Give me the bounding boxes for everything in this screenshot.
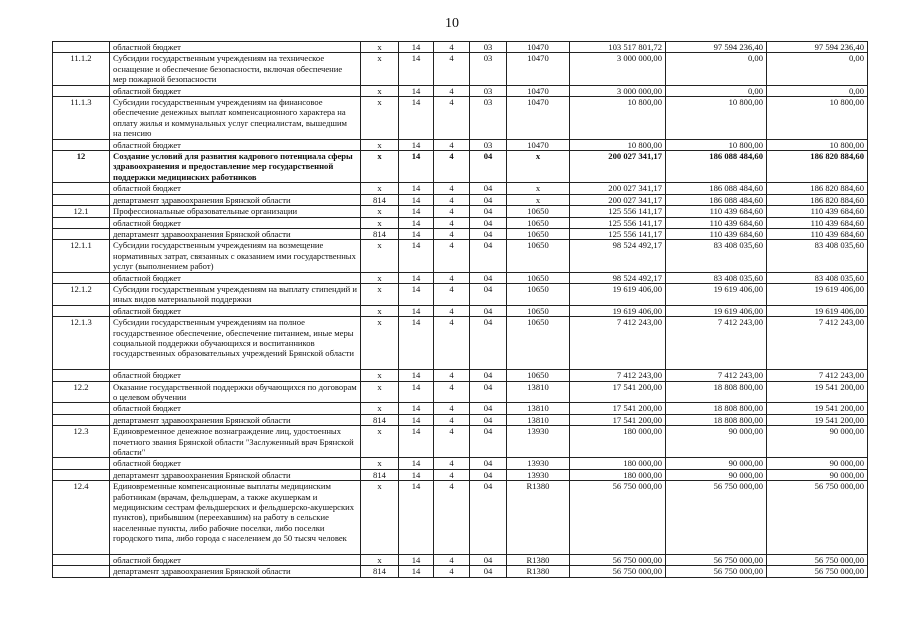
row-number [53, 403, 110, 414]
code-direction: 03 [470, 53, 507, 85]
code-target: х [507, 183, 570, 194]
code-program: 14 [399, 151, 434, 183]
code-subprogram: 4 [434, 370, 470, 381]
code-target: 10470 [507, 42, 570, 53]
row-number: 12.3 [53, 426, 110, 458]
code-subprogram: 4 [434, 85, 470, 96]
table-row [53, 458, 868, 469]
row-name: департамент здравоохранения Брянской области [110, 414, 361, 425]
code-admin: х [361, 317, 399, 370]
amount-year-1: 17 541 200,00 [570, 414, 666, 425]
code-direction: 04 [470, 283, 507, 305]
code-target: 13810 [507, 414, 570, 425]
row-name: областной бюджет [110, 305, 361, 316]
amount-year-3: 97 594 236,40 [767, 42, 868, 53]
code-target: 10650 [507, 206, 570, 217]
code-subprogram: 4 [434, 403, 470, 414]
table-row [53, 228, 868, 239]
code-direction: 04 [470, 217, 507, 228]
code-subprogram: 4 [434, 317, 470, 370]
row-number [53, 139, 110, 150]
row-number: 12.1.2 [53, 283, 110, 305]
amount-year-3: 110 439 684,60 [767, 217, 868, 228]
code-admin: х [361, 481, 399, 555]
amount-year-2: 18 808 800,00 [666, 381, 767, 403]
row-name: областной бюджет [110, 370, 361, 381]
row-name: областной бюджет [110, 555, 361, 566]
row-number: 11.1.2 [53, 53, 110, 85]
code-subprogram: 4 [434, 151, 470, 183]
code-target: 13810 [507, 403, 570, 414]
amount-year-1: 19 619 406,00 [570, 305, 666, 316]
amount-year-3: 10 800,00 [767, 139, 868, 150]
code-subprogram: 4 [434, 458, 470, 469]
code-program: 14 [399, 97, 434, 140]
code-subprogram: 4 [434, 381, 470, 403]
amount-year-1: 103 517 801,72 [570, 42, 666, 53]
amount-year-1: 200 027 341,17 [570, 151, 666, 183]
amount-year-1: 125 556 141,17 [570, 217, 666, 228]
row-number [53, 469, 110, 480]
code-admin: х [361, 206, 399, 217]
row-name: Оказание государственной поддержки обучающихся по договорам о целевом обучении [110, 381, 361, 403]
row-number [53, 42, 110, 53]
code-admin: х [361, 426, 399, 458]
code-direction: 04 [470, 272, 507, 283]
table-row [53, 85, 868, 96]
amount-year-2: 90 000,00 [666, 458, 767, 469]
code-program: 14 [399, 139, 434, 150]
amount-year-3: 110 439 684,60 [767, 228, 868, 239]
code-admin: х [361, 97, 399, 140]
row-name: департамент здравоохранения Брянской области [110, 194, 361, 205]
row-name: Единовременное денежное вознаграждение лиц, удостоенных почетного звания Брянской области "Заслуженный врач Брянской области" [110, 426, 361, 458]
code-target: 10470 [507, 97, 570, 140]
amount-year-3: 56 750 000,00 [767, 481, 868, 555]
row-number: 12.2 [53, 381, 110, 403]
row-number: 12.1.3 [53, 317, 110, 370]
amount-year-3: 110 439 684,60 [767, 206, 868, 217]
row-number [53, 272, 110, 283]
code-direction: 04 [470, 240, 507, 272]
row-number [53, 194, 110, 205]
code-subprogram: 4 [434, 481, 470, 555]
code-admin: х [361, 555, 399, 566]
amount-year-3: 56 750 000,00 [767, 555, 868, 566]
amount-year-3: 186 820 884,60 [767, 151, 868, 183]
amount-year-2: 7 412 243,00 [666, 317, 767, 370]
amount-year-3: 19 541 200,00 [767, 414, 868, 425]
code-admin: х [361, 139, 399, 150]
table-row [53, 53, 868, 85]
code-target: 10470 [507, 85, 570, 96]
amount-year-1: 17 541 200,00 [570, 403, 666, 414]
code-direction: 04 [470, 370, 507, 381]
code-direction: 04 [470, 555, 507, 566]
code-target: 10650 [507, 272, 570, 283]
amount-year-1: 10 800,00 [570, 97, 666, 140]
amount-year-2: 186 088 484,60 [666, 194, 767, 205]
code-admin: х [361, 458, 399, 469]
table-row [53, 151, 868, 183]
code-target: 10470 [507, 53, 570, 85]
row-name: Субсидии государственным учреждениям на выплату стипендий и иных видов материальной поддержки [110, 283, 361, 305]
code-program: 14 [399, 481, 434, 555]
code-program: 14 [399, 240, 434, 272]
code-admin: х [361, 272, 399, 283]
amount-year-1: 17 541 200,00 [570, 381, 666, 403]
code-direction: 03 [470, 42, 507, 53]
table-row [53, 317, 868, 370]
code-program: 14 [399, 469, 434, 480]
amount-year-3: 19 619 406,00 [767, 283, 868, 305]
amount-year-1: 200 027 341,17 [570, 194, 666, 205]
code-subprogram: 4 [434, 566, 470, 577]
code-subprogram: 4 [434, 97, 470, 140]
amount-year-2: 110 439 684,60 [666, 217, 767, 228]
table-row [53, 194, 868, 205]
code-target: R1380 [507, 555, 570, 566]
code-direction: 04 [470, 305, 507, 316]
code-admin: 814 [361, 194, 399, 205]
code-subprogram: 4 [434, 228, 470, 239]
amount-year-2: 18 808 800,00 [666, 403, 767, 414]
page-number: 10 [445, 16, 459, 31]
row-name: областной бюджет [110, 272, 361, 283]
amount-year-3: 7 412 243,00 [767, 317, 868, 370]
table-row [53, 403, 868, 414]
table-row [53, 566, 868, 577]
code-program: 14 [399, 414, 434, 425]
code-direction: 03 [470, 97, 507, 140]
amount-year-2: 7 412 243,00 [666, 370, 767, 381]
code-subprogram: 4 [434, 217, 470, 228]
table-row [53, 206, 868, 217]
row-name: Субсидии государственным учреждениям на полное государственное обеспечение, обеспечение питанием, иные меры социальной поддержки обучающихся и воспитанников государственных образовательных учреждений Брянской области [110, 317, 361, 370]
amount-year-2: 110 439 684,60 [666, 228, 767, 239]
amount-year-3: 186 820 884,60 [767, 183, 868, 194]
row-number [53, 458, 110, 469]
code-program: 14 [399, 194, 434, 205]
code-admin: 814 [361, 228, 399, 239]
amount-year-3: 83 408 035,60 [767, 240, 868, 272]
code-subprogram: 4 [434, 53, 470, 85]
code-program: 14 [399, 283, 434, 305]
code-program: 14 [399, 228, 434, 239]
code-target: 10650 [507, 217, 570, 228]
table-row [53, 555, 868, 566]
row-number [53, 305, 110, 316]
row-name: Создание условий для развития кадрового потенциала сферы здравоохранения и предоставление мер государственной поддержки медицинских работников [110, 151, 361, 183]
code-program: 14 [399, 370, 434, 381]
row-name: областной бюджет [110, 139, 361, 150]
code-admin: х [361, 85, 399, 96]
amount-year-1: 56 750 000,00 [570, 555, 666, 566]
code-direction: 04 [470, 151, 507, 183]
table-row [53, 240, 868, 272]
code-direction: 03 [470, 85, 507, 96]
amount-year-2: 56 750 000,00 [666, 566, 767, 577]
code-subprogram: 4 [434, 194, 470, 205]
amount-year-2: 0,00 [666, 85, 767, 96]
code-program: 14 [399, 555, 434, 566]
code-direction: 04 [470, 414, 507, 425]
amount-year-2: 19 619 406,00 [666, 283, 767, 305]
row-number [53, 228, 110, 239]
code-target: 13930 [507, 469, 570, 480]
table-row [53, 272, 868, 283]
code-direction: 04 [470, 566, 507, 577]
code-admin: х [361, 283, 399, 305]
amount-year-1: 98 524 492,17 [570, 240, 666, 272]
row-name: Профессиональные образовательные организации [110, 206, 361, 217]
code-direction: 04 [470, 458, 507, 469]
amount-year-3: 56 750 000,00 [767, 566, 868, 577]
code-direction: 04 [470, 426, 507, 458]
code-program: 14 [399, 426, 434, 458]
code-program: 14 [399, 305, 434, 316]
amount-year-2: 83 408 035,60 [666, 272, 767, 283]
row-number: 12.1.1 [53, 240, 110, 272]
row-number: 11.1.3 [53, 97, 110, 140]
code-target: 10650 [507, 240, 570, 272]
row-number [53, 566, 110, 577]
code-direction: 04 [470, 481, 507, 555]
code-program: 14 [399, 458, 434, 469]
amount-year-3: 0,00 [767, 85, 868, 96]
amount-year-2: 83 408 035,60 [666, 240, 767, 272]
row-name: департамент здравоохранения Брянской области [110, 469, 361, 480]
code-subprogram: 4 [434, 414, 470, 425]
row-name: Субсидии государственным учреждениям на техническое оснащение и обеспечение безопасности, включая обеспечение мер пожарной безопасности [110, 53, 361, 85]
row-name: Субсидии государственным учреждениям на возмещение нормативных затрат, связанных с оказанием ими государственных услуг (выполнением работ) [110, 240, 361, 272]
code-subprogram: 4 [434, 283, 470, 305]
code-admin: х [361, 305, 399, 316]
code-direction: 04 [470, 194, 507, 205]
amount-year-1: 180 000,00 [570, 469, 666, 480]
amount-year-1: 180 000,00 [570, 458, 666, 469]
row-name: областной бюджет [110, 403, 361, 414]
code-program: 14 [399, 217, 434, 228]
table-row [53, 42, 868, 53]
code-program: 14 [399, 317, 434, 370]
amount-year-3: 90 000,00 [767, 469, 868, 480]
code-target: 13930 [507, 426, 570, 458]
code-target: 10650 [507, 370, 570, 381]
code-direction: 04 [470, 183, 507, 194]
table-row [53, 370, 868, 381]
row-number [53, 370, 110, 381]
row-number [53, 555, 110, 566]
amount-year-3: 186 820 884,60 [767, 194, 868, 205]
code-subprogram: 4 [434, 206, 470, 217]
table-row [53, 97, 868, 140]
code-target: 10650 [507, 305, 570, 316]
code-admin: х [361, 240, 399, 272]
code-subprogram: 4 [434, 240, 470, 272]
code-program: 14 [399, 566, 434, 577]
code-admin: х [361, 403, 399, 414]
amount-year-2: 56 750 000,00 [666, 555, 767, 566]
code-program: 14 [399, 206, 434, 217]
amount-year-2: 56 750 000,00 [666, 481, 767, 555]
table-row [53, 217, 868, 228]
budget-table [52, 41, 868, 578]
code-subprogram: 4 [434, 139, 470, 150]
amount-year-1: 19 619 406,00 [570, 283, 666, 305]
row-name: департамент здравоохранения Брянской области [110, 228, 361, 239]
table-row [53, 283, 868, 305]
row-name: областной бюджет [110, 183, 361, 194]
amount-year-1: 200 027 341,17 [570, 183, 666, 194]
amount-year-1: 7 412 243,00 [570, 317, 666, 370]
row-name: областной бюджет [110, 458, 361, 469]
amount-year-2: 18 808 800,00 [666, 414, 767, 425]
table-row [53, 183, 868, 194]
amount-year-2: 90 000,00 [666, 426, 767, 458]
amount-year-1: 56 750 000,00 [570, 566, 666, 577]
code-subprogram: 4 [434, 272, 470, 283]
code-admin: х [361, 183, 399, 194]
table-row [53, 381, 868, 403]
code-program: 14 [399, 42, 434, 53]
row-number: 12 [53, 151, 110, 183]
code-target: 10650 [507, 317, 570, 370]
code-program: 14 [399, 85, 434, 96]
amount-year-1: 98 524 492,17 [570, 272, 666, 283]
code-target: 10650 [507, 283, 570, 305]
table-row [53, 305, 868, 316]
table-row [53, 139, 868, 150]
amount-year-2: 186 088 484,60 [666, 183, 767, 194]
row-number: 12.1 [53, 206, 110, 217]
code-program: 14 [399, 272, 434, 283]
code-admin: х [361, 370, 399, 381]
code-program: 14 [399, 53, 434, 85]
code-direction: 04 [470, 206, 507, 217]
row-name: областной бюджет [110, 42, 361, 53]
amount-year-3: 90 000,00 [767, 458, 868, 469]
code-admin: х [361, 53, 399, 85]
amount-year-3: 19 619 406,00 [767, 305, 868, 316]
code-direction: 04 [470, 469, 507, 480]
amount-year-3: 83 408 035,60 [767, 272, 868, 283]
row-name: областной бюджет [110, 85, 361, 96]
table-row [53, 481, 868, 555]
code-target: х [507, 151, 570, 183]
amount-year-2: 110 439 684,60 [666, 206, 767, 217]
code-target: R1380 [507, 566, 570, 577]
amount-year-1: 125 556 141,17 [570, 228, 666, 239]
code-direction: 04 [470, 403, 507, 414]
amount-year-2: 0,00 [666, 53, 767, 85]
amount-year-3: 19 541 200,00 [767, 403, 868, 414]
code-subprogram: 4 [434, 469, 470, 480]
amount-year-2: 10 800,00 [666, 139, 767, 150]
code-target: 13810 [507, 381, 570, 403]
code-direction: 04 [470, 381, 507, 403]
code-target: R1380 [507, 481, 570, 555]
code-program: 14 [399, 403, 434, 414]
budget-table-body [53, 42, 868, 578]
row-name: Единовременные компенсационные выплаты медицинским работникам (врачам, фельдшерам, а также акушеркам и медицинским сестрам фельдшерских и фельдшерско-акушерских пунктов), прибывшим (переехавшим) на работу в сельские населенные пункты, либо рабочие поселки, либо поселки городского типа, либо города с населением до 50 тысяч человек [110, 481, 361, 555]
amount-year-1: 10 800,00 [570, 139, 666, 150]
code-subprogram: 4 [434, 426, 470, 458]
code-admin: х [361, 217, 399, 228]
amount-year-3: 0,00 [767, 53, 868, 85]
row-name: Субсидии государственным учреждениям на финансовое обеспечение денежных выплат компенсационного характера на оплату жилья и коммунальных услуг специалистам, вышедшим на пенсию [110, 97, 361, 140]
code-admin: х [361, 381, 399, 403]
code-subprogram: 4 [434, 305, 470, 316]
row-name: областной бюджет [110, 217, 361, 228]
code-program: 14 [399, 381, 434, 403]
row-number [53, 217, 110, 228]
row-number: 12.4 [53, 481, 110, 555]
code-target: 10470 [507, 139, 570, 150]
amount-year-1: 180 000,00 [570, 426, 666, 458]
amount-year-1: 3 000 000,00 [570, 85, 666, 96]
code-direction: 04 [470, 228, 507, 239]
amount-year-1: 125 556 141,17 [570, 206, 666, 217]
amount-year-1: 7 412 243,00 [570, 370, 666, 381]
code-subprogram: 4 [434, 183, 470, 194]
amount-year-3: 90 000,00 [767, 426, 868, 458]
code-direction: 04 [470, 317, 507, 370]
code-admin: х [361, 151, 399, 183]
table-row [53, 469, 868, 480]
code-target: 10650 [507, 228, 570, 239]
row-number [53, 85, 110, 96]
amount-year-3: 19 541 200,00 [767, 381, 868, 403]
amount-year-2: 90 000,00 [666, 469, 767, 480]
code-direction: 03 [470, 139, 507, 150]
code-program: 14 [399, 183, 434, 194]
amount-year-3: 7 412 243,00 [767, 370, 868, 381]
amount-year-2: 19 619 406,00 [666, 305, 767, 316]
row-name: департамент здравоохранения Брянской области [110, 566, 361, 577]
amount-year-2: 97 594 236,40 [666, 42, 767, 53]
code-admin: 814 [361, 414, 399, 425]
code-subprogram: 4 [434, 42, 470, 53]
code-admin: 814 [361, 566, 399, 577]
code-admin: 814 [361, 469, 399, 480]
amount-year-1: 3 000 000,00 [570, 53, 666, 85]
code-target: 13930 [507, 458, 570, 469]
row-number [53, 414, 110, 425]
amount-year-1: 56 750 000,00 [570, 481, 666, 555]
amount-year-3: 10 800,00 [767, 97, 868, 140]
code-admin: х [361, 42, 399, 53]
code-target: х [507, 194, 570, 205]
amount-year-2: 10 800,00 [666, 97, 767, 140]
row-number [53, 183, 110, 194]
amount-year-2: 186 088 484,60 [666, 151, 767, 183]
table-row [53, 426, 868, 458]
code-subprogram: 4 [434, 555, 470, 566]
table-row [53, 414, 868, 425]
